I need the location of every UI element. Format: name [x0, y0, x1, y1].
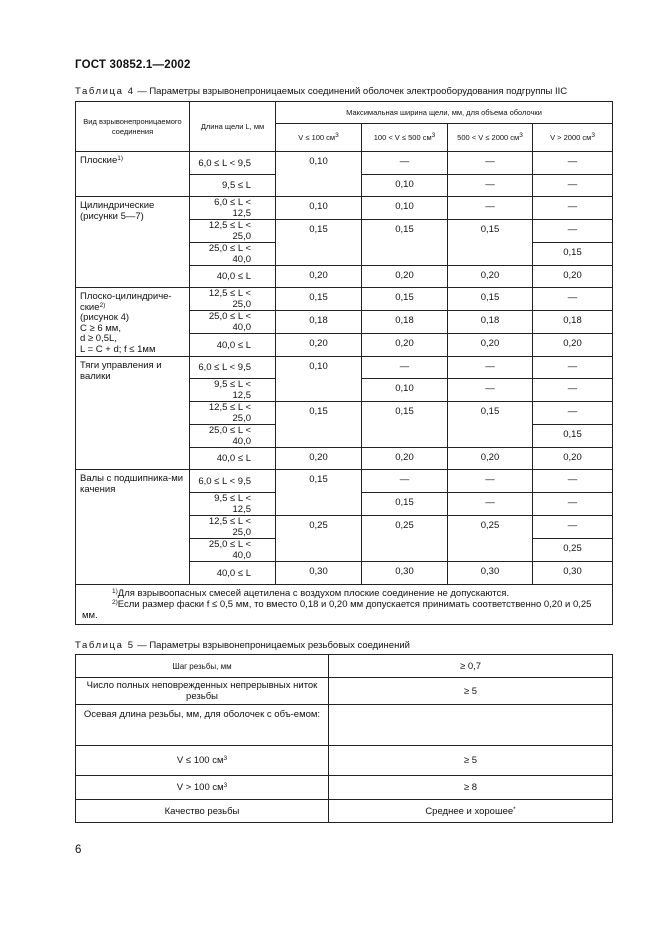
table4-header-col [362, 124, 448, 152]
gap-width-value: — [485, 383, 495, 394]
thread-param-label-text: V > 100 см [176, 782, 224, 793]
gap-width-cell [276, 448, 362, 470]
gap-width-value: 0,15 [480, 224, 500, 235]
gap-length-cell [190, 470, 276, 493]
gap-width-value: 0,15 [395, 224, 414, 235]
joint-kind-text: (рисунок 4) [80, 312, 130, 323]
gap-width-value: 0,30 [480, 566, 500, 577]
table-row [76, 705, 613, 746]
thread-param-value [329, 776, 613, 800]
gap-width-cell [448, 357, 533, 379]
gap-width-value: 0,20 [563, 338, 582, 349]
gap-width-cell [448, 402, 533, 448]
gap-length-text: 25,0 ≤ L < 40,0 [208, 539, 251, 561]
gap-length-text: 12,5 ≤ L < 25,0 [208, 402, 251, 424]
gap-length-text: 12,5 ≤ L < 25,0 [208, 516, 251, 538]
gap-width-value: 0,30 [563, 566, 582, 577]
table-row [76, 357, 613, 379]
gap-width-value: 0,10 [309, 201, 328, 212]
table4-header-col [533, 124, 613, 152]
gap-width-cell [533, 470, 613, 493]
gap-length-text: 9,5 ≤ L < 12,5 [214, 379, 251, 401]
table4-header-col-text: 500 < V ≤ 2000 см [457, 132, 520, 142]
gap-length-text: 25,0 ≤ L < 40,0 [208, 243, 251, 265]
gap-length-text: 6,0 ≤ L < 9,5 [198, 475, 251, 487]
table-row [76, 776, 613, 800]
gap-width-cell [533, 288, 613, 311]
gap-width-cell [276, 334, 362, 357]
gap-width-cell [362, 402, 448, 448]
gap-width-value: — [485, 201, 495, 212]
joint-kind-cell [76, 152, 190, 197]
thread-param-value [329, 705, 613, 746]
gap-width-value: — [567, 179, 578, 190]
thread-param-label [76, 746, 329, 776]
gap-width-cell [362, 152, 448, 175]
gap-width-value: 0,15 [309, 292, 328, 303]
gap-width-cell [448, 379, 533, 402]
table4-header-length-text: Длина щели L, мм [200, 121, 265, 131]
thread-param-value-text: Среднее и хорошее [425, 805, 514, 817]
table5 [75, 654, 613, 823]
gap-length-cell [190, 197, 276, 220]
gap-width-value: — [485, 156, 495, 167]
table4-header-col-text: V > 2000 см [550, 132, 592, 142]
thread-param-label [76, 776, 329, 800]
table4-header-col [276, 124, 362, 152]
joint-kind-text: Плоские [80, 155, 118, 166]
thread-param-label-text: Качество резьбы [164, 805, 240, 817]
joint-kind-cell [76, 197, 190, 288]
gap-width-value: 0,18 [480, 315, 500, 326]
gap-width-value: 0,25 [395, 520, 414, 531]
gap-width-value: 0,30 [395, 566, 414, 577]
gap-length-cell [190, 539, 276, 562]
footnote-2 [82, 599, 606, 621]
gap-width-cell [362, 220, 448, 266]
gap-width-cell [276, 516, 362, 562]
gap-width-cell [448, 220, 533, 266]
gap-length-text: 6,0 ≤ L < 9,5 [198, 362, 251, 373]
thread-param-value-text: ≥ 5 [463, 755, 478, 766]
joint-kind-sup: 2) [99, 301, 106, 309]
gap-width-value: 0,15 [309, 474, 328, 485]
gap-length-cell [190, 379, 276, 402]
table-row [76, 470, 613, 493]
table4 [75, 101, 613, 625]
gap-width-value: — [567, 474, 578, 485]
table4-notes-row [76, 585, 613, 625]
table4-header-kind-text: Вид взрывонепроницаемого соединения [83, 116, 182, 136]
gap-width-cell [533, 175, 613, 197]
gap-width-value: 0,10 [309, 156, 328, 167]
thread-param-label-text: Осевая длина резьбы, мм, для оболочек с объ-емом: [83, 709, 321, 720]
gap-length-text: 6,0 ≤ L < 9,5 [198, 157, 251, 169]
footnote-1-text: Для взрывоопасных смесей ацетилена с воздухом плоские соединение не допускаются. [117, 588, 510, 599]
gap-width-cell [362, 357, 448, 379]
table-row [76, 746, 613, 776]
gap-width-value: — [567, 406, 578, 417]
gap-length-cell [190, 448, 276, 470]
joint-kind-text: Тяги управления и валики [80, 360, 162, 382]
table4-header-col-sup: 3 [431, 131, 436, 139]
gap-width-cell [276, 266, 362, 288]
gap-width-cell [362, 175, 448, 197]
thread-param-label [76, 678, 329, 705]
gap-width-cell [362, 379, 448, 402]
table4-header-row [76, 102, 613, 124]
gap-width-value: — [485, 497, 495, 508]
gap-length-text: 12,5 ≤ L < 25,0 [208, 220, 251, 242]
footnote-2-mark: 2) [112, 599, 118, 606]
gap-width-cell [448, 311, 533, 334]
gap-width-cell [533, 402, 613, 425]
table4-header-col-sup: 3 [335, 131, 339, 139]
page-number: 6 [75, 844, 82, 856]
gap-length-cell [190, 175, 276, 197]
table4-header-col-sup: 3 [519, 131, 523, 139]
gap-width-value: 0,20 [480, 452, 500, 463]
thread-param-value-text: ≥ 5 [463, 685, 478, 697]
gap-width-value: — [567, 520, 578, 531]
gap-width-cell [448, 334, 533, 357]
gap-length-text: 6,0 ≤ L < 12,5 [214, 197, 251, 219]
gap-width-value: 0,15 [480, 292, 500, 303]
gap-width-cell [533, 243, 613, 266]
thread-param-label [76, 800, 329, 823]
gap-width-cell [362, 493, 448, 516]
thread-param-value [329, 746, 613, 776]
gap-width-cell [362, 197, 448, 220]
gap-width-cell [362, 448, 448, 470]
gap-width-value: — [567, 292, 578, 303]
gap-width-value: 0,20 [480, 338, 500, 349]
joint-kind-cell [76, 357, 190, 470]
gap-width-value: 0,15 [395, 292, 414, 303]
gap-width-cell [533, 425, 613, 448]
thread-param-label [76, 655, 329, 678]
gap-width-value: 0,10 [395, 179, 414, 190]
footnote-2-text: Если размер фаски f ≤ 0,5 мм, то вместо 0,18 и 0,20 мм допускается принимать соответственно 0,20 и 0,25 мм. [82, 599, 592, 621]
gap-width-value: 0,15 [395, 406, 414, 417]
table-row [76, 655, 613, 678]
gap-width-value: — [567, 156, 578, 167]
document-title: ГОСТ 30852.1—2002 [75, 59, 191, 71]
gap-width-value: — [567, 383, 578, 394]
gap-width-value: — [399, 361, 410, 372]
gap-length-cell [190, 220, 276, 243]
gap-length-cell [190, 266, 276, 288]
table4-header-col-text: 100 < V ≤ 500 см [373, 132, 432, 142]
joint-kind-text: Валы с подшипника-ми качения [80, 473, 184, 495]
table4-header-kind [76, 102, 190, 152]
gap-width-value: 0,15 [563, 247, 582, 258]
gap-width-cell [533, 357, 613, 379]
joint-kind-text: L = C + d; f ≤ 1мм [80, 343, 156, 355]
gap-width-value: 0,18 [309, 315, 328, 326]
gap-width-value: 0,20 [395, 452, 414, 463]
table4-header-group [276, 102, 613, 124]
gap-width-cell [448, 197, 533, 220]
gap-width-cell [362, 334, 448, 357]
joint-kind-text: C ≥ 6 мм, [80, 322, 121, 334]
gap-width-value: 0,15 [480, 406, 500, 417]
table4-caption-text: — Параметры взрывонепроницаемых соединений оболочек электрооборудования подгруппы IIC [137, 86, 568, 97]
gap-width-value: 0,20 [563, 270, 582, 281]
gap-width-cell [448, 152, 533, 175]
table-row [76, 288, 613, 311]
gap-width-value: — [485, 474, 495, 485]
gap-width-cell [276, 470, 362, 516]
footnote-1 [82, 588, 606, 599]
gap-width-value: — [485, 361, 495, 372]
gap-width-value: 0,25 [480, 520, 500, 531]
gap-width-value: — [567, 224, 578, 235]
gap-length-text: 40,0 ≤ L [216, 567, 251, 579]
gap-length-text: 40,0 ≤ L [216, 339, 251, 351]
gap-width-cell [276, 288, 362, 311]
footnote-1-mark: 1) [112, 588, 118, 595]
gap-width-cell [533, 562, 613, 585]
table4-header-col [448, 124, 533, 152]
gap-width-cell [533, 379, 613, 402]
gap-width-cell [448, 448, 533, 470]
gap-width-cell [362, 266, 448, 288]
gap-width-value: 0,10 [395, 201, 414, 212]
gap-width-cell [533, 539, 613, 562]
joint-kind-text: Плоско-цилиндриче- [80, 291, 172, 302]
gap-length-cell [190, 334, 276, 357]
table4-header-group-text: Максимальная ширина щели, мм, для объема оболочки [346, 107, 542, 117]
table-row [76, 800, 613, 823]
gap-width-cell [362, 562, 448, 585]
gap-width-value: — [567, 497, 578, 508]
gap-width-cell [276, 152, 362, 197]
gap-width-cell [362, 288, 448, 311]
table4-caption [75, 86, 567, 97]
gap-width-cell [533, 220, 613, 243]
gap-width-cell [533, 448, 613, 470]
gap-width-value: 0,15 [309, 224, 328, 235]
thread-param-label-text: V ≤ 100 см [176, 755, 224, 766]
gap-width-cell [533, 334, 613, 357]
gap-length-cell [190, 152, 276, 175]
gap-width-value: 0,15 [563, 429, 582, 440]
gap-width-value: 0,20 [309, 452, 328, 463]
gap-length-cell [190, 425, 276, 448]
gap-width-cell [448, 266, 533, 288]
table4-header-length [190, 102, 276, 152]
gap-length-text: 40,0 ≤ L [216, 453, 251, 464]
gap-width-value: 0,20 [480, 270, 500, 281]
gap-length-cell [190, 243, 276, 266]
gap-width-value: 0,25 [563, 543, 582, 554]
table4-caption-label: Таблица 4 [75, 86, 135, 97]
table4-header-col-text: V ≤ 100 см [298, 132, 336, 142]
thread-param-label-text: Число полных неповрежденных непрерывных ниток резьбы [86, 680, 318, 702]
gap-width-value: 0,18 [395, 315, 414, 326]
gap-length-text: 9,5 ≤ L [222, 180, 251, 191]
gap-width-value: 0,10 [309, 361, 328, 372]
gap-width-cell [276, 562, 362, 585]
thread-param-value [329, 655, 613, 678]
gap-width-value: — [567, 201, 578, 212]
thread-param-label-text: Шаг резьбы, мм [172, 661, 232, 671]
gap-width-cell [533, 493, 613, 516]
gap-width-value: 0,20 [395, 270, 414, 281]
table5-caption-label: Таблица 5 [75, 640, 135, 651]
gap-width-cell [533, 152, 613, 175]
gap-length-text: 40,0 ≤ L [216, 271, 251, 282]
gap-length-cell [190, 516, 276, 539]
gap-length-cell [190, 402, 276, 425]
gap-width-value: 0,10 [395, 383, 414, 394]
thread-param-value-text: ≥ 0,7 [459, 660, 482, 672]
gap-width-cell [448, 493, 533, 516]
gap-length-cell [190, 562, 276, 585]
joint-kind-cell [76, 470, 190, 585]
gap-width-cell [448, 516, 533, 562]
gap-width-cell [362, 470, 448, 493]
gap-width-value: 0,20 [563, 452, 582, 463]
gap-width-cell [448, 562, 533, 585]
gap-length-text: 12,5 ≤ L < 25,0 [208, 288, 251, 310]
gap-width-cell [533, 311, 613, 334]
gap-width-cell [362, 516, 448, 562]
thread-param-value [329, 800, 613, 823]
gap-width-cell [448, 288, 533, 311]
gap-width-value: 0,25 [309, 520, 328, 531]
joint-kind-line [80, 345, 185, 356]
joint-kind-text: ские [80, 301, 100, 313]
gap-width-value: 0,15 [395, 497, 414, 508]
thread-param-value-sup: * [513, 805, 516, 813]
gap-width-value: 0,20 [395, 338, 414, 349]
joint-kind-sup: 1) [117, 155, 124, 162]
table-row [76, 152, 613, 175]
gap-length-text: 9,5 ≤ L < 12,5 [214, 493, 251, 515]
gap-width-value: 0,30 [309, 566, 328, 577]
gap-width-value: — [399, 474, 410, 485]
gap-width-cell [448, 175, 533, 197]
gap-width-value: 0,20 [309, 270, 328, 281]
gap-length-cell [190, 311, 276, 334]
gap-width-cell [276, 402, 362, 448]
table5-caption [75, 640, 410, 651]
thread-param-value-text: ≥ 8 [463, 782, 478, 793]
gap-width-value: — [567, 361, 578, 372]
joint-kind-text: d ≥ 0,5L, [80, 333, 117, 344]
gap-length-text: 25,0 ≤ L < 40,0 [208, 311, 251, 333]
thread-param-label [76, 705, 329, 746]
table5-caption-text: — Параметры взрывонепроницаемых резьбовых соединений [137, 640, 410, 651]
gap-width-value: — [399, 156, 410, 167]
joint-kind-cell [76, 288, 190, 357]
thread-param-label-sup: 3 [223, 755, 228, 762]
gap-width-cell [276, 197, 362, 220]
joint-kind-text: Цилиндрические (рисунки 5—7) [80, 200, 155, 222]
gap-length-cell [190, 493, 276, 516]
gap-width-value: 0,20 [309, 338, 328, 349]
gap-width-cell [533, 266, 613, 288]
gap-width-cell [533, 516, 613, 539]
gap-width-value: 0,15 [309, 406, 328, 417]
table4-header-col-sup: 3 [591, 131, 595, 139]
table4-footnotes [76, 585, 613, 625]
gap-width-cell [276, 220, 362, 266]
gap-width-cell [276, 357, 362, 402]
gap-width-cell [533, 197, 613, 220]
gap-width-value: 0,18 [563, 315, 582, 326]
gap-length-text: 25,0 ≤ L < 40,0 [208, 425, 251, 447]
gap-width-value: — [485, 179, 495, 190]
table-row [76, 678, 613, 705]
gap-length-cell [190, 357, 276, 379]
thread-param-label-sup: 3 [223, 782, 228, 789]
gap-width-cell [362, 311, 448, 334]
gap-width-cell [448, 470, 533, 493]
table-row [76, 197, 613, 220]
gap-width-cell [276, 311, 362, 334]
thread-param-value [329, 678, 613, 705]
gap-length-cell [190, 288, 276, 311]
